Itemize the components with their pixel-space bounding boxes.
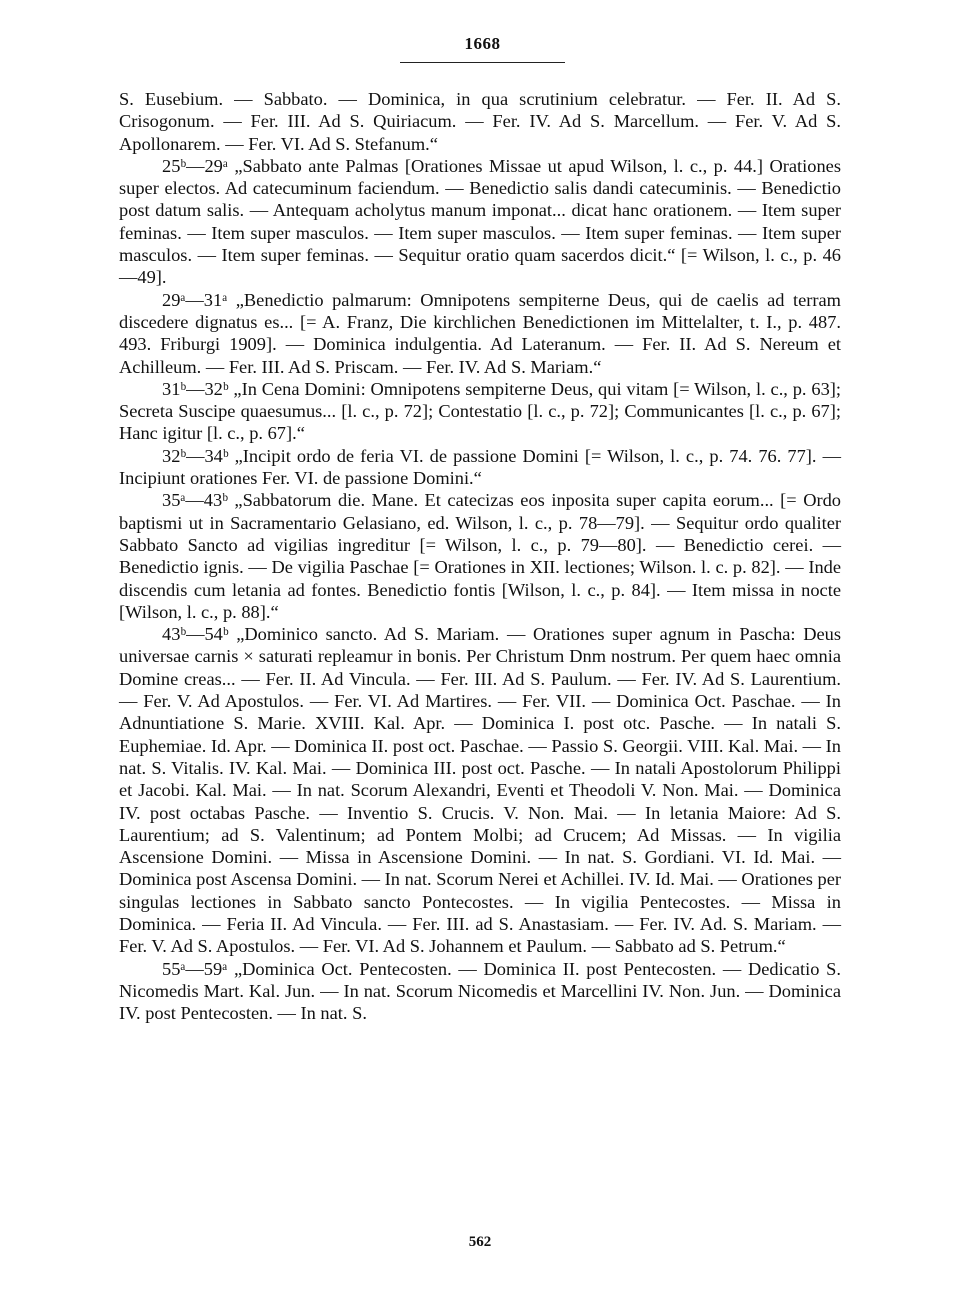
paragraph: 55ᵃ—59ᵃ „Dominica Oct. Pentecosten. — Dominica II. post Pentecosten. — Dedicatio S. Nicomedis Mart. Kal. Jun. — In nat. Scorum Nicomedis et Marcellini IV. Non. Jun. — Dominica IV. post Pentecosten. — In nat. S.: [119, 958, 841, 1024]
page-number-header: 1668: [464, 34, 501, 53]
paragraph: 43ᵇ—54ᵇ „Dominico sancto. Ad S. Mariam. — Orationes super agnum in Pascha: Deus universae carnis × saturati repleamur in bonis. Per Christum Dnm nostrum. Per quem haec omnia Domine creas... — Fer. II. Ad Vincula. — Fer. III. Ad S. Paulum. — Fer. IV. Ad S. Laurentium. — Fer. V. Ad Apostulos. — Fer. VI. Ad Martires. — Fer. VII. — Dominica Oct. Paschae. — In Adnuntiatione S. Marie. XVIII. Kal. Apr. — Dominica I. post otc. Pasche. — In natali S. Euphemiae. Id. Apr. — Dominica II. post oct. Paschae. — Passio S. Georgii. VIII. Kal. Mai. — In nat. S. Vitalis. IV. Kal. Mai. — Dominica III. post oct. Pasche. — In natali Apostolorum Philippi et Jacobi. Kal. Mai. — In nat. Scorum Alexandri, Eventi et Theodoli V. Non. Mai. — Dominica IV. post octabas Pasche. — Inventio S. Crucis. V. Non. Mai. — In letania Maiore: Ad S. Laurentium; ad S. Valentinum; ad Pontem Molbi; ad Crucem; Ad Missas. — In vigilia Ascensione Domini. — Missa in Ascensione Domini. — In nat. S. Gordiani. VI. Id. Mai. — Dominica post Ascensa Domini. — In nat. Scorum Nerei et Achillei. IV. Id. Mai. — Orationes per singulas lectiones in Sabbato sancto Pontecostes. — In vigilia Pentecostes. — Missa in Dominica. — Feria II. Ad Vincula. — Fer. III. ad S. Anastasiam. — Fer. IV. Ad. S. Mariam. — Fer. V. Ad S. Apostulos. — Fer. VI. Ad S. Johannem et Paulum. — Sabbato ad S. Petrum.“: [119, 624, 841, 957]
header-rule: [400, 62, 565, 63]
paragraph: 25ᵇ—29ᵃ „Sabbato ante Palmas [Orationes Missae ut apud Wilson, l. c., p. 44.] Orationes super electos. Ad catecuminum faciendum. — Benedictio salis dandi catecuminis. — Benedictio post datum salis. — Antequam acholytus manum imponat... dicat hanc orationem. — Item super feminas. — Item super masculos. — Item super masculos. — Item super feminas. — Item super masculos. — Item super feminas. — Sequitur oratio quam sacerdos dicit.“ [= Wilson, l. c., p. 46—49].: [119, 155, 841, 288]
paragraph: 29ᵃ—31ᵃ „Benedictio palmarum: Omnipotens sempiterne Deus, qui de caelis ad terram discedere dignatus es... [= A. Franz, Die kirchlichen Benedictionen im Mittelalter, t. I., p. 487. 493. Friburgi 1909]. — Dominica indulgentia. Ad Lateranum. — Fer. II. Ad S. Nereum et Achilleum. — Fer. III. Ad S. Priscam. — Fer. IV. Ad S. Mariam.“: [119, 289, 841, 377]
paragraph: 31ᵇ—32ᵇ „In Cena Domini: Omnipotens sempiterne Deus, qui vitam [= Wilson, l. c., p. 63]; Secreta Suscipe quaesumus... [l. c., p. 72]; Contestatio [l. c., p. 72]; Communicantes [l. c., p. 67]; Hanc igitur [l. c., p. 67].“: [119, 378, 841, 444]
body-text: [119, 88, 841, 1024]
page-number-footer: 562: [468, 1234, 492, 1250]
paragraph: 32ᵇ—34ᵇ „Incipit ordo de feria VI. de passione Domini [= Wilson, l. c., p. 74. 76. 77]. — Incipiunt orationes Fer. VI. de passione Domini.“: [119, 445, 841, 489]
paragraph: 35ᵃ—43ᵇ „Sabbatorum die. Mane. Et catecizas eos inposita super capita eorum... [= Ordo baptismi ut in Sacramentario Gelasiano, ed. Wilson, l. c., p. 78—79]. — Sequitur ordo qualiter Sabbato Sancto ad vigilias ingreditur [= Wilson, l. c., p. 79—80]. — Benedictio cerei. — Benedictio ignis. — De vigilia Paschae [= Orationes in XII. lectiones; Wilson. l. c. p. 82]. — Inde discendis cum letania ad fontes. Benedictio fontis [Wilson, l. c., p. 84]. — Item missa in nocte [Wilson, l. c., p. 88].“: [119, 490, 841, 622]
paragraph: S. Eusebium. — Sabbato. — Dominica, in qua scrutinium celebratur. — Fer. II. Ad S. Crisogonum. — Fer. III. Ad S. Quiriacum. — Fer. IV. Ad S. Marcellum. — Fer. V. Ad S. Apollonarem. — Fer. VI. Ad S. Stefanum.“: [119, 89, 841, 154]
